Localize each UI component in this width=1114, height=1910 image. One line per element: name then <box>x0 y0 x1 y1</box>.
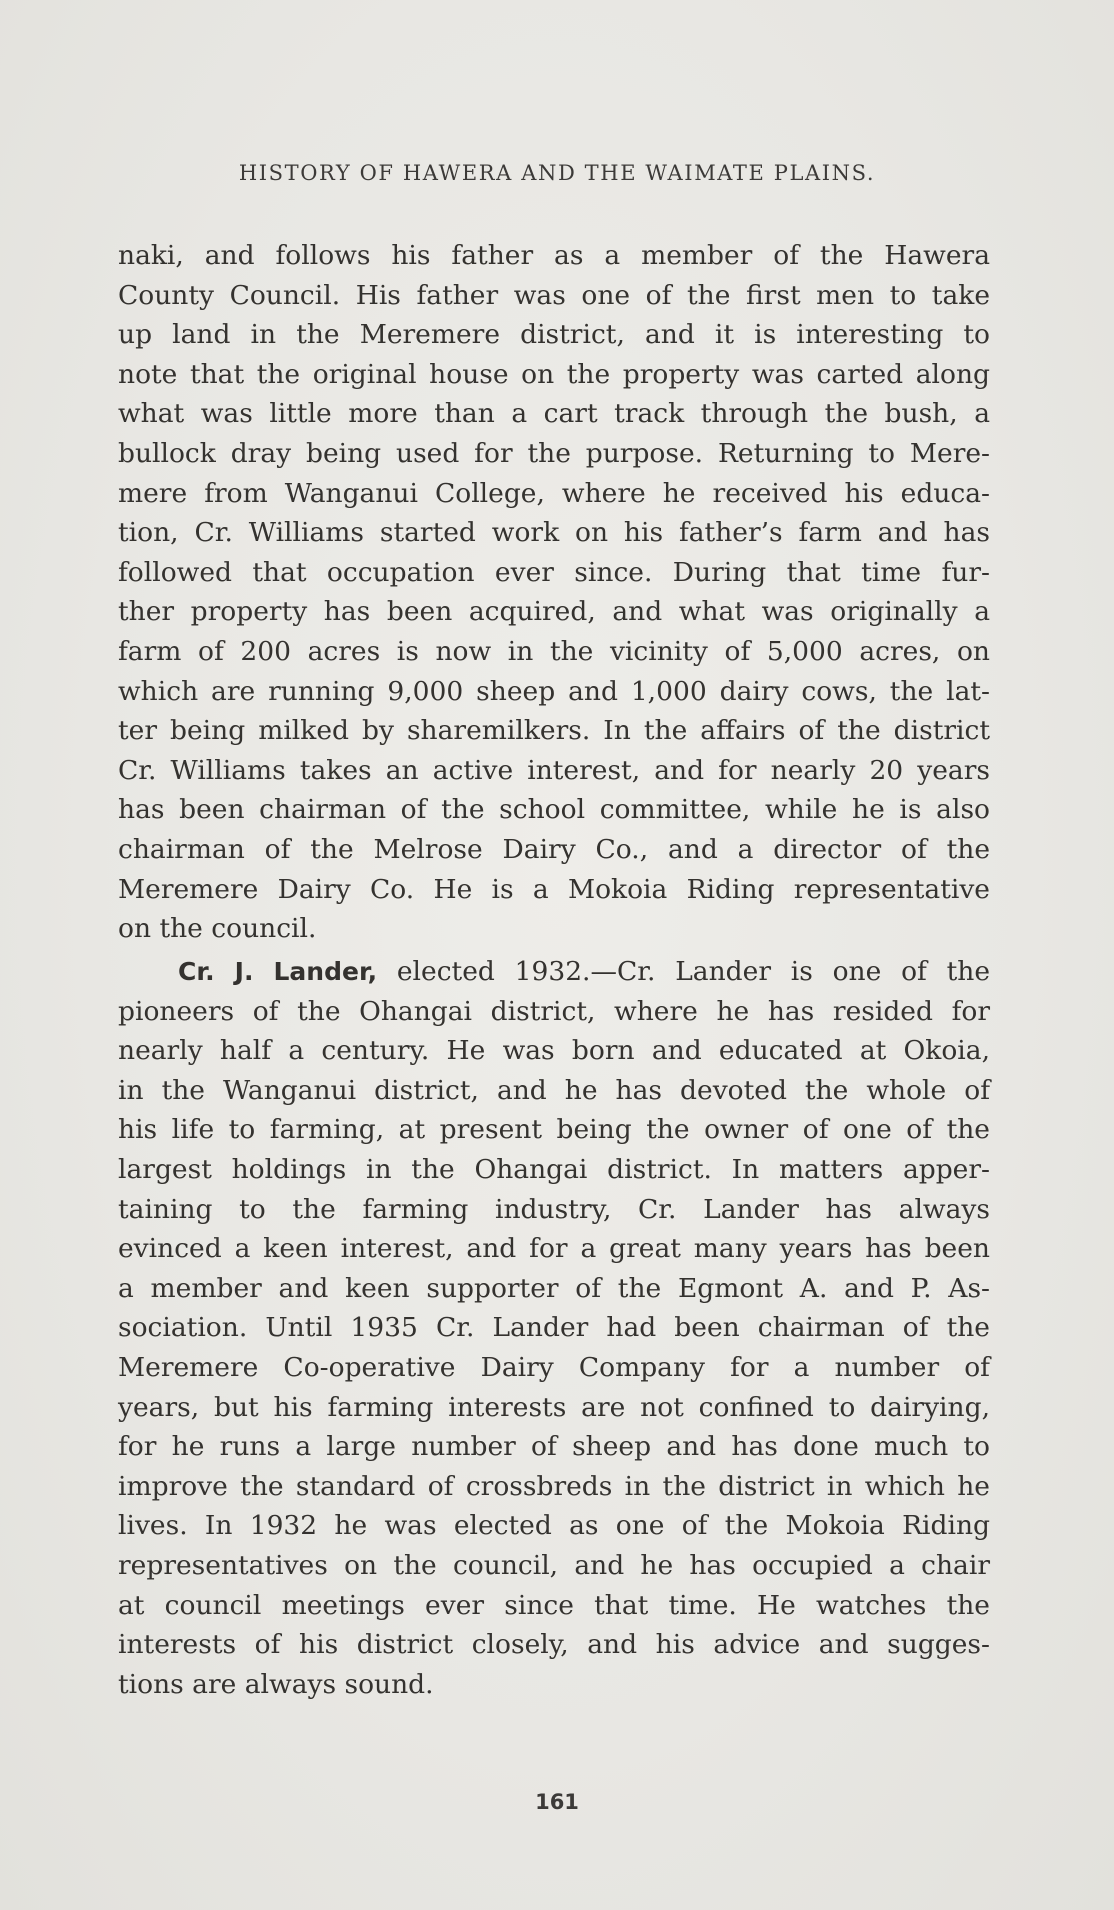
first-line-text: elected 1932.—Cr. Lander is one of the <box>377 956 990 987</box>
text-line: on the council. <box>118 913 317 945</box>
text-line: Cr. Williams takes an active interest, and for nearly 20 years <box>118 754 990 786</box>
text-line: years, but his farming interests are not confined to dairying, <box>118 1391 990 1423</box>
text-line: in the Wanganui district, and he has devoted the whole of <box>118 1074 990 1106</box>
text-line: tions are always sound. <box>118 1668 434 1700</box>
text-line-first <box>118 952 990 992</box>
text-line: ther property has been acquired, and what was originally a <box>118 596 990 628</box>
text-line: what was little more than a cart track through the bush, a <box>118 398 990 430</box>
text-line: naki, and follows his father as a member of the Hawera <box>118 240 990 271</box>
text-line: his life to farming, at present being the owner of one of the <box>118 1114 990 1146</box>
text-line: interests of his district closely, and his advice and sugges- <box>118 1629 990 1661</box>
text-line: chairman of the Melrose Dairy Co., and a director of the <box>118 833 990 865</box>
text-line: representatives on the council, and he has occupied a chair <box>118 1549 990 1581</box>
text-line: mere from Wanganui College, where he received his educa- <box>118 477 990 509</box>
paragraph-lander <box>118 952 990 1704</box>
text-line: evinced a keen interest, and for a great many years has been <box>118 1233 990 1265</box>
text-line: for he runs a large number of sheep and has done much to <box>118 1431 990 1463</box>
text-line: note that the original house on the property was carted along <box>118 358 990 390</box>
text-line: a member and keen supporter of the Egmont A. and P. As- <box>118 1272 990 1304</box>
text-line: Meremere Dairy Co. He is a Mokoia Riding representative <box>118 873 990 905</box>
running-head: HISTORY OF HAWERA AND THE WAIMATE PLAINS. <box>238 161 876 185</box>
text-line: followed that occupation ever since. During that time fur- <box>118 556 990 588</box>
text-line: tion, Cr. Williams started work on his father’s farm and has <box>118 517 990 549</box>
text-line: ter being milked by sharemilkers. In the affairs of the district <box>118 715 990 747</box>
text-line: largest holdings in the Ohangai district. In matters apper- <box>118 1153 990 1185</box>
councillor-name: Cr. J. Lander, <box>178 957 378 986</box>
text-line: County Council. His father was one of the first men to take <box>118 279 990 311</box>
paragraph-williams <box>118 236 990 949</box>
text-line: nearly half a century. He was born and educated at Okoia, <box>118 1035 990 1067</box>
text-line: taining to the farming industry, Cr. Lander has always <box>118 1193 990 1225</box>
text-line: which are running 9,000 sheep and 1,000 dairy cows, the lat- <box>118 675 990 707</box>
text-line: farm of 200 acres is now in the vicinity of 5,000 acres, on <box>118 635 990 667</box>
text-line: lives. In 1932 he was elected as one of the Mokoia Riding <box>118 1510 990 1542</box>
text-line: Meremere Co-operative Dairy Company for a number of <box>118 1351 990 1383</box>
text-line: pioneers of the Ohangai district, where he has resided for <box>118 995 990 1027</box>
text-line: improve the standard of crossbreds in the district in which he <box>118 1470 990 1502</box>
text-line: up land in the Meremere district, and it is interesting to <box>118 319 990 351</box>
text-line: at council meetings ever since that time. He watches the <box>118 1589 990 1621</box>
page-number: 161 <box>535 1790 579 1814</box>
text-line: has been chairman of the school committee, while he is also <box>118 794 990 826</box>
text-line: bullock dray being used for the purpose. Returning to Mere- <box>118 437 990 469</box>
text-line: sociation. Until 1935 Cr. Lander had been chairman of the <box>118 1312 990 1344</box>
